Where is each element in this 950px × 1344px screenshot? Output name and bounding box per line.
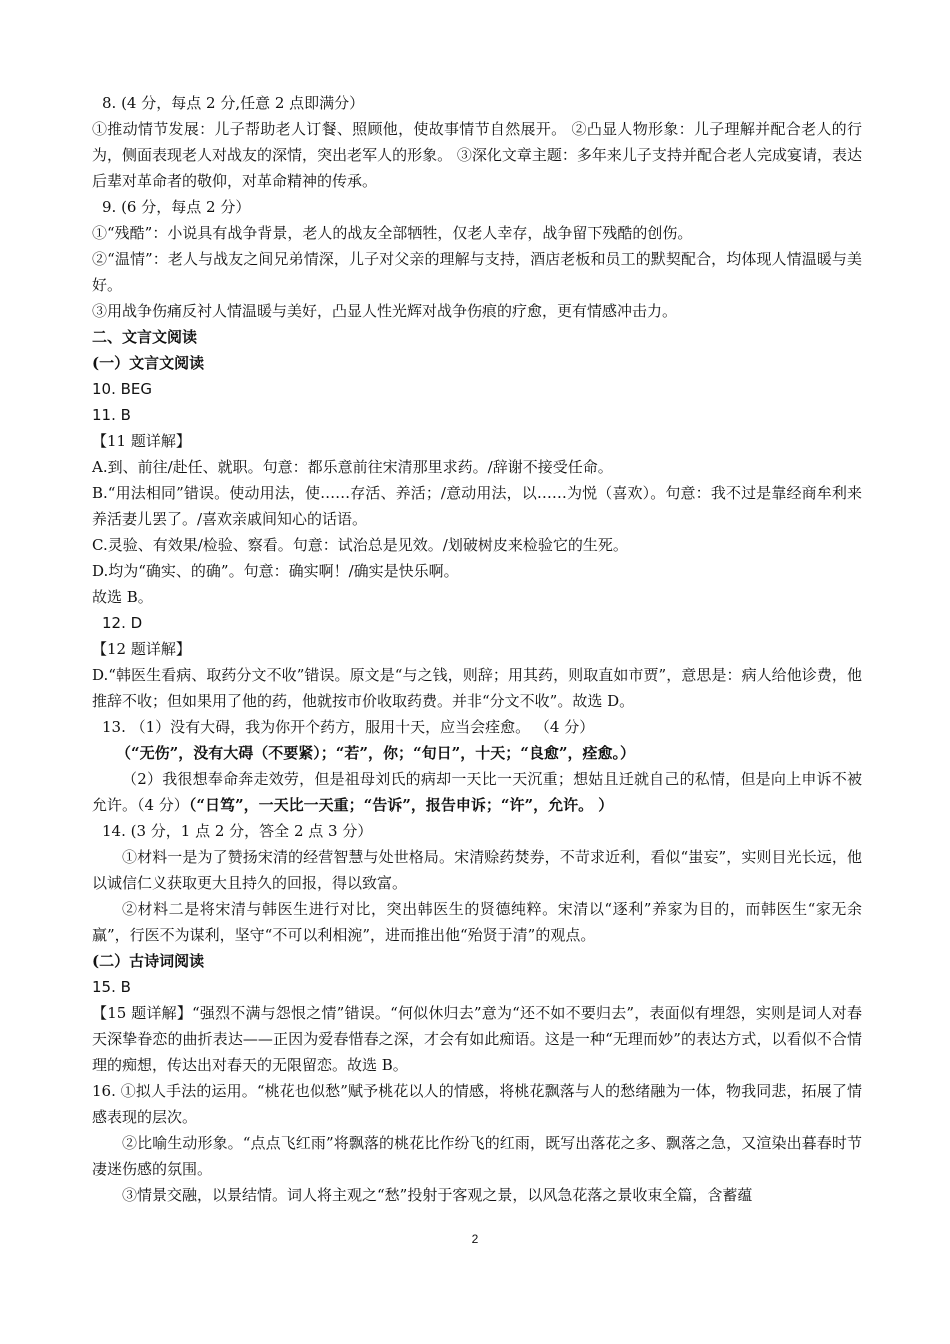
- q13-item-1-notes: （“无伤”，没有大碍（不要紧）；“若”，你；“旬日”，十天；“良愈”，痊愈。）: [116, 744, 636, 762]
- q12-detail-title: 【12 题详解】: [92, 640, 191, 658]
- q11-option-b: B.“用法相同”错误。使动用法，使……存活、养活；/意动用法，以……为悦（喜欢）。句意：我不过是靠经商牟利来养活妻儿罢了。/喜欢亲戚间知心的话语。: [92, 484, 862, 528]
- section-2-title: 二、文言文阅读: [92, 328, 198, 346]
- page-number: 2: [471, 1232, 479, 1246]
- q13-item-2: [92, 766, 862, 818]
- section-2-sub-1: (一）文言文阅读: [92, 354, 205, 372]
- q16-point-2: ②比喻生动形象。“点点飞红雨”将飘落的桃花比作纷飞的红雨，既写出落花之多、飘落之急，又渲染出暮春时节凄迷伤感的氛围。: [92, 1134, 862, 1178]
- q11-detail-title: 【11 题详解】: [92, 432, 191, 450]
- q11-answer: 11. B: [92, 406, 131, 424]
- q15-answer: 15. B: [92, 978, 131, 996]
- q13-item-2-notes: （“日笃”，一天比一天重；“告诉”，报告申诉；“许”，允许。 ）: [188, 796, 614, 814]
- q9-point-2: ②“温情”：老人与战友之间兄弟情深，儿子对父亲的理解与支持，酒店老板和员工的默契配合，均体现人情温暖与美好。: [92, 250, 862, 294]
- q11-option-a: A.到、前往/赴任、就职。句意：都乐意前往宋清那里求药。/辞谢不接受任命。: [92, 458, 613, 476]
- section-2-sub-2: (二）古诗词阅读: [92, 952, 205, 970]
- q9-point-1: ①“残酷”：小说具有战争背景，老人的战友全部牺牲，仅老人幸存，战争留下残酷的创伤。: [92, 224, 693, 242]
- q8-header: 8. (4 分，每点 2 分,任意 2 点即满分）: [102, 94, 365, 112]
- q14-point-2: ②材料二是将宋清与韩医生进行对比，突出韩医生的贤德纯粹。宋清以“逐利”养家为目的，而韩医生“家无余赢”，行医不为谋利，坚守“不可以利相涴”，进而推出他“殆贤于清”的观点。: [92, 900, 862, 944]
- q13-item-2-text: （2）我很想奉命奔走效劳，但是祖母刘氏的病却一天比一天沉重；想姑且迁就自己的私情，但是向上申诉不被允许。（4 分）: [92, 770, 862, 814]
- q11-option-d: D.均为“确实、的确”。句意：确实啊！/确实是快乐啊。: [92, 562, 459, 580]
- q9-header: 9. (6 分，每点 2 分）: [102, 198, 251, 216]
- answer-content: [92, 90, 862, 1208]
- q9-point-3: ③用战争伤痛反衬人情温暖与美好，凸显人性光辉对战争伤痕的疗愈，更有情感冲击力。: [92, 302, 678, 320]
- q11-conclusion: 故选 B。: [92, 588, 153, 606]
- q12-explanation: D.“韩医生看病、取药分文不收”错误。原文是“与之钱，则辞；用其药，则取直如市贾”，意思是：病人给他诊费，他推辞不收；但如果用了他的药，他就按市价收取药费。并非“分文不收”。故选 D。: [92, 666, 862, 710]
- q13-item-1: 13. （1）没有大碍，我为你开个药方，服用十天，应当会痊愈。 （4 分）: [102, 718, 595, 736]
- q14-header: 14. (3 分，1 点 2 分，答全 2 点 3 分）: [102, 822, 373, 840]
- q10-answer: 10. BEG: [92, 380, 153, 398]
- q8-answer: ①推动情节发展：儿子帮助老人订餐、照顾他，使故事情节自然展开。 ②凸显人物形象：儿子理解并配合老人的行为，侧面表现老人对战友的深情，突出老军人的形象。 ③深化文章主题：多年来儿子支持并配合老人完成宴请，表达后辈对革命者的敬仰，对革命精神的传承。: [92, 120, 862, 190]
- q16-point-1: 16. ①拟人手法的运用。“桃花也似愁”赋予桃花以人的情感，将桃花飘落与人的愁绪融为一体，物我同悲，拓展了情感表现的层次。: [92, 1082, 862, 1126]
- q16-point-3: ③情景交融，以景结情。词人将主观之“愁”投射于客观之景，以风急花落之景收束全篇，含蓄蕴: [122, 1186, 753, 1204]
- q15-explanation: 【15 题详解】“强烈不满与怨恨之情”错误。“何似休归去”意为“还不如不要归去”，表面似有埋怨，实则是词人对春天深挚眷恋的曲折表达——正因为爱春惜春之深，才会有如此痴语。这是一种“无理而妙”的表达方式，以看似不合情理的痴想，传达出对春天的无限留恋。故选 B。: [92, 1004, 862, 1074]
- q12-answer: 12. D: [102, 614, 143, 632]
- q11-option-c: C.灵验、有效果/检验、察看。句意：试治总是见效。/划破树皮来检验它的生死。: [92, 536, 628, 554]
- q14-point-1: ①材料一是为了赞扬宋清的经营智慧与处世格局。宋清赊药焚券，不苛求近利，看似“蚩妄”，实则目光长远，他以诚信仁义获取更大且持久的回报，得以致富。: [92, 848, 862, 892]
